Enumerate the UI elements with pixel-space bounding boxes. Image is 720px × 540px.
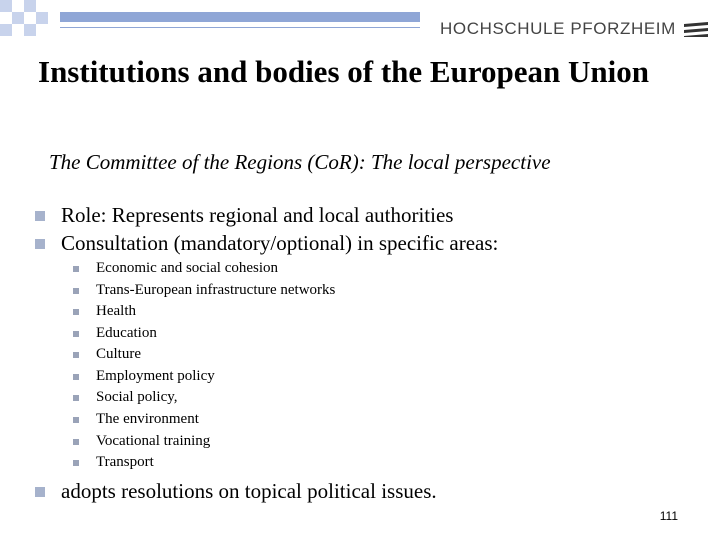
- sub-bullet-item: [73, 433, 210, 450]
- square-bullet-icon: [73, 288, 79, 294]
- square-bullet-icon: [73, 417, 79, 423]
- square-bullet-icon: [35, 487, 45, 497]
- sub-bullet-item: [73, 346, 141, 363]
- sub-bullet-text: The environment: [96, 411, 199, 427]
- slide-title: Institutions and bodies of the European Union: [38, 54, 649, 89]
- sub-bullet-text: Economic and social cohesion: [96, 260, 279, 276]
- sub-bullet-text: Social policy,: [96, 389, 178, 405]
- sub-bullet-item: [73, 282, 335, 299]
- sub-bullet-text: Vocational training: [96, 433, 211, 449]
- sub-bullet-text: Employment policy: [96, 368, 215, 384]
- square-bullet-icon: [35, 211, 45, 221]
- bullet-item: [35, 203, 453, 228]
- square-bullet-icon: [73, 374, 79, 380]
- page-number: 111: [659, 509, 678, 523]
- corner-decoration: [0, 0, 60, 40]
- bullet-text: Consultation (mandatory/optional) in specific areas:: [61, 231, 499, 255]
- sub-bullet-text: Culture: [96, 346, 141, 362]
- sub-bullet-item: [73, 368, 215, 385]
- sub-bullet-item: [73, 303, 136, 320]
- sub-bullet-text: Education: [96, 325, 157, 341]
- logo-text: HOCHSCHULE PFORZHEIM: [440, 19, 676, 38]
- sub-bullet-item: [73, 454, 154, 471]
- logo-mark-icon: [684, 21, 708, 37]
- square-bullet-icon: [73, 352, 79, 358]
- university-logo: [440, 16, 708, 42]
- bullet-item: [35, 479, 437, 504]
- sub-bullet-text: Health: [96, 303, 136, 319]
- bullet-text: Role: Represents regional and local authorities: [61, 203, 454, 227]
- square-bullet-icon: [73, 266, 79, 272]
- square-bullet-icon: [73, 395, 79, 401]
- square-bullet-icon: [73, 331, 79, 337]
- slide-subtitle: The Committee of the Regions (CoR): The local perspective: [49, 150, 551, 174]
- header-line: [60, 27, 420, 28]
- square-bullet-icon: [73, 309, 79, 315]
- sub-bullet-text: Trans-European infrastructure networks: [96, 282, 336, 298]
- square-bullet-icon: [35, 239, 45, 249]
- sub-bullet-item: [73, 325, 157, 342]
- bullet-item: [35, 231, 498, 256]
- square-bullet-icon: [73, 460, 79, 466]
- sub-bullet-item: [73, 260, 278, 277]
- bullet-text: adopts resolutions on topical political issues.: [61, 479, 437, 503]
- header-bar: [60, 12, 420, 22]
- sub-bullet-item: [73, 389, 178, 406]
- sub-bullet-item: [73, 411, 199, 428]
- sub-bullet-text: Transport: [96, 454, 154, 470]
- square-bullet-icon: [73, 439, 79, 445]
